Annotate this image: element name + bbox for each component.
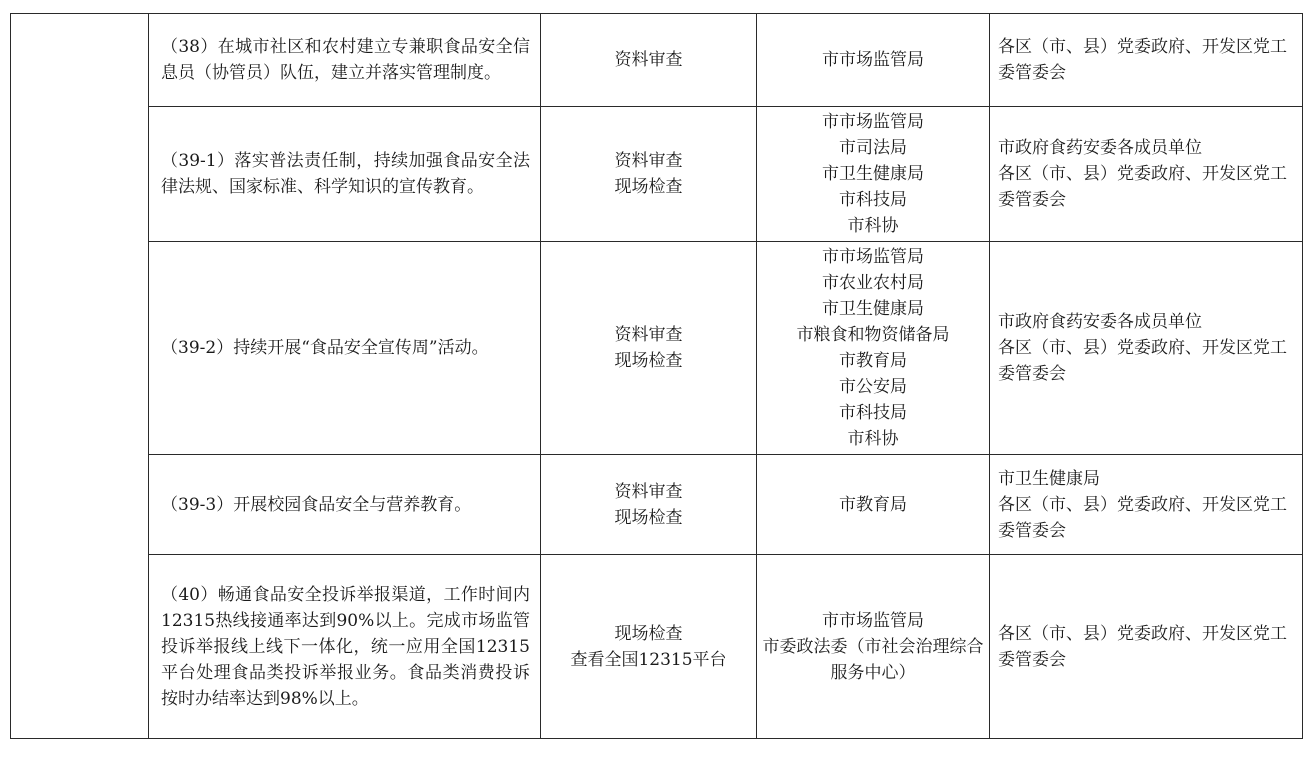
lead-dept-text: 市市场监管局 [822,112,924,132]
method-text: 资料审查 [614,325,683,345]
responsible-text: 市政府食药安委各成员单位 [998,138,1202,158]
method-text: 现场检查 [614,177,683,197]
lead-dept-cell [757,14,990,107]
method-text: 资料审查 [614,151,683,171]
item-cell [149,555,541,739]
lead-dept-text: 市科协 [847,216,899,236]
lead-dept-text: 市科协 [847,429,899,449]
method-text: 资料审查 [614,50,683,70]
responsible-text: 各区（市、县）党委政府、开发区党工委管委会 [998,37,1287,83]
responsible-cell [990,107,1303,242]
responsible-cell [990,242,1303,455]
item-cell [149,107,541,242]
table-row [11,14,1303,107]
lead-dept-text: 市卫生健康局 [822,164,924,184]
lead-dept-cell [757,242,990,455]
responsible-text: 各区（市、县）党委政府、开发区党工委管委会 [998,338,1287,384]
lead-dept-text: 市委政法委（市社会治理综合服务中心） [762,636,984,683]
category-cell-empty [11,14,149,739]
lead-dept-cell [757,555,990,739]
item-text: （38）在城市社区和农村建立专兼职食品安全信息员（协管员）队伍，建立并落实管理制度。 [161,37,530,83]
lead-dept-text: 市科技局 [839,190,907,210]
method-text: 现场检查 [614,623,683,644]
responsible-cell [990,555,1303,739]
lead-dept-text: 市司法局 [839,138,907,158]
item-cell [149,14,541,107]
table-row [11,107,1303,242]
item-text: （39-1）落实普法责任制，持续加强食品安全法律法规、国家标准、科学知识的宣传教育。 [161,151,530,197]
responsible-text: 市卫生健康局 [998,468,1100,489]
method-text: 查看全国12315平台 [570,649,727,670]
method-cell [541,555,757,739]
method-text: 现场检查 [614,507,683,528]
table-row [11,455,1303,555]
table-row [11,555,1303,739]
method-cell [541,107,757,242]
lead-dept-text: 市教育局 [839,351,907,371]
lead-dept-text: 市农业农村局 [822,273,924,293]
item-cell [149,455,541,555]
method-cell [541,242,757,455]
lead-dept-text: 市公安局 [839,377,907,397]
responsible-text: 市政府食药安委各成员单位 [998,312,1202,332]
lead-dept-text: 市市场监管局 [822,610,924,631]
method-cell [541,14,757,107]
lead-dept-text: 市教育局 [839,494,907,515]
lead-dept-text: 市市场监管局 [822,50,924,70]
method-text: 资料审查 [614,481,683,502]
item-text: （39-2）持续开展“食品安全宣传周”活动。 [161,338,489,358]
responsible-cell [990,455,1303,555]
lead-dept-text: 市科技局 [839,403,907,423]
assessment-table [10,13,1303,739]
assessment-table-container [10,13,1302,738]
method-cell [541,455,757,555]
table-row [11,242,1303,455]
lead-dept-cell [757,107,990,242]
lead-dept-text: 市粮食和物资储备局 [796,325,950,345]
lead-dept-text: 市市场监管局 [822,247,924,267]
responsible-cell [990,14,1303,107]
item-text: （40）畅通食品安全投诉举报渠道，工作时间内12315热线接通率达到90%以上。完成市场监管投诉举报线上线下一体化，统一应用全国12315平台处理食品类投诉举报业务。食品类消费投诉按时办结率达到98%以上。 [161,584,530,709]
item-cell [149,242,541,455]
responsible-text: 各区（市、县）党委政府、开发区党工委管委会 [998,494,1287,541]
method-text: 现场检查 [614,351,683,371]
responsible-text: 各区（市、县）党委政府、开发区党工委管委会 [998,164,1287,210]
responsible-text: 各区（市、县）党委政府、开发区党工委管委会 [998,623,1287,670]
lead-dept-text: 市卫生健康局 [822,299,924,319]
lead-dept-cell [757,455,990,555]
item-text: （39-3）开展校园食品安全与营养教育。 [161,494,472,515]
